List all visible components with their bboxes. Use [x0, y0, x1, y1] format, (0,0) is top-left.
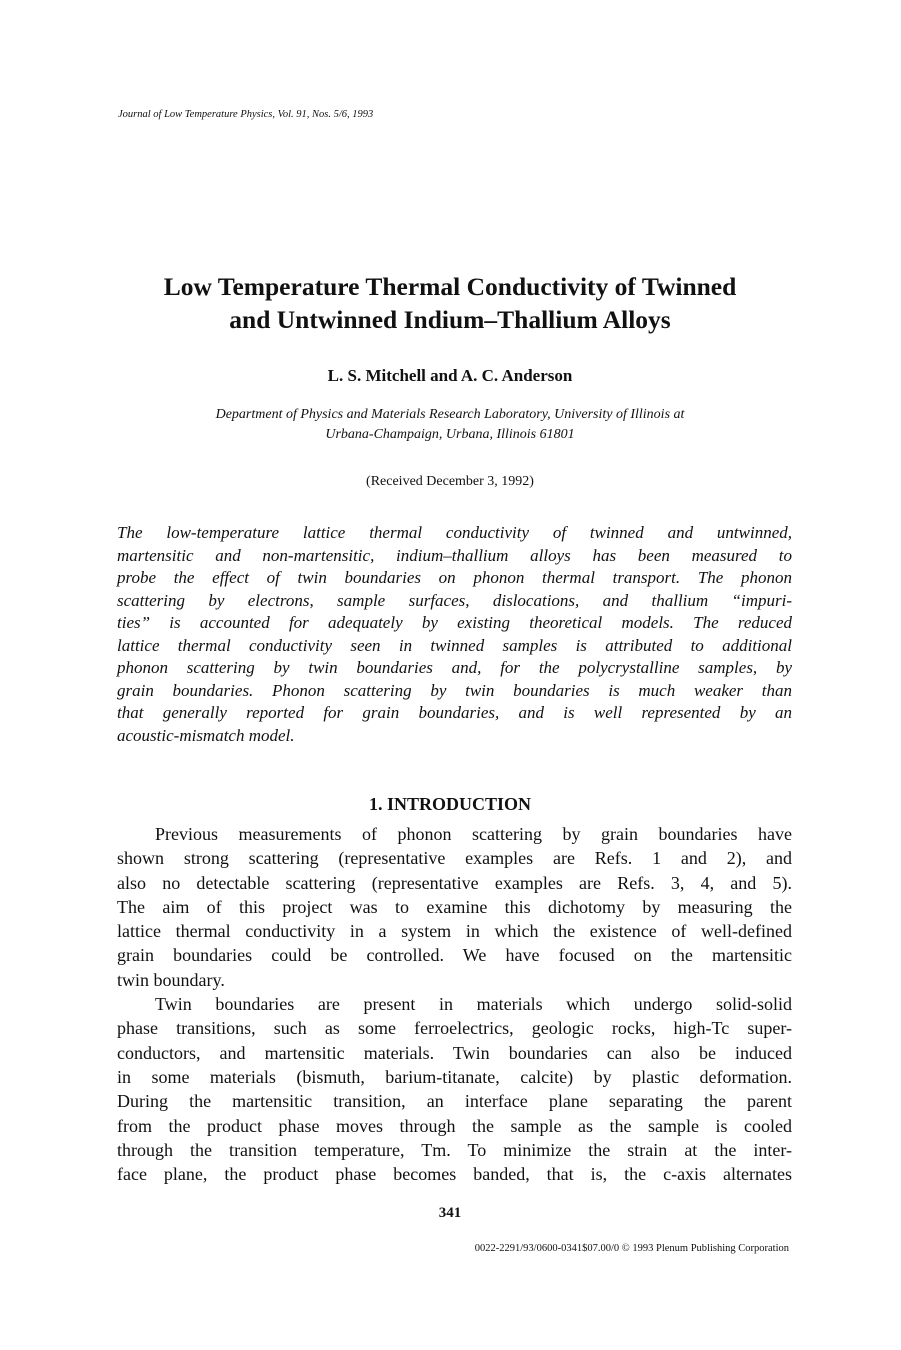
journal-header: Journal of Low Temperature Physics, Vol. 91, Nos. 5/6, 1993	[118, 109, 374, 120]
abstract-line: The low-temperature lattice thermal conductivity of twinned and untwinned,	[117, 523, 792, 542]
copyright-footer: 0022-2291/93/0600-0341$07.00/0 © 1993 Plenum Publishing Corporation	[474, 1243, 789, 1254]
abstract-line: scattering by electrons, sample surfaces, dislocations, and thallium “impuri-	[117, 590, 792, 610]
title-line: and Untwinned Indium–Thallium Alloys	[229, 305, 671, 334]
text-line: through the transition temperature, Tm. To minimize the strain at the inter-	[117, 1139, 792, 1160]
abstract-line: phonon scattering by twin boundaries and, for the polycrystalline samples, by	[117, 658, 792, 677]
abstract-line: acoustic-mismatch model.	[117, 725, 295, 745]
text-line: Twin boundaries are present in materials which undergo solid-solid	[155, 994, 792, 1015]
text-line: conductors, and martensitic materials. Twin boundaries can also be induced	[117, 1042, 792, 1063]
text-line: phase transitions, such as some ferroelectrics, geologic rocks, high-Tc super-	[117, 1018, 792, 1039]
abstract-line: that generally reported for grain boundaries, and is well represented by an	[117, 703, 792, 722]
paragraph-1	[117, 822, 792, 992]
text-line: also no detectable scattering (representative examples are Refs. 3, 4, and 5).	[117, 872, 792, 893]
text-line: The aim of this project was to examine this dichotomy by measuring the	[117, 896, 792, 917]
text-line: twin boundary.	[117, 969, 225, 990]
abstract-line: probe the effect of twin boundaries on phonon thermal transport. The phonon	[117, 568, 792, 587]
authors: L. S. Mitchell and A. C. Anderson	[327, 366, 573, 385]
text-line: from the product phase moves through the sample as the sample is cooled	[117, 1115, 792, 1136]
text-line: Previous measurements of phonon scattering by grain boundaries have	[155, 824, 792, 844]
title-line: Low Temperature Thermal Conductivity of Twinned	[163, 272, 737, 301]
text-line: lattice thermal conductivity in a system in which the existence of well-defined	[117, 921, 792, 942]
abstract-line: ties” is accounted for adequately by existing theoretical models. The reduced	[117, 613, 792, 632]
abstract-line: lattice thermal conductivity seen in twinned samples is attributed to additional	[117, 635, 792, 655]
text-line: During the martensitic transition, an interface plane separating the parent	[117, 1091, 792, 1112]
section-heading: 1. INTRODUCTION	[368, 794, 532, 814]
abstract	[117, 522, 792, 747]
text-line: grain boundaries could be controlled. We have focused on the martensitic	[117, 945, 792, 966]
received-date: (Received December 3, 1992)	[366, 474, 534, 489]
abstract-line: grain boundaries. Phonon scattering by twin boundaries is much weaker than	[117, 680, 792, 700]
paragraph-2	[117, 992, 792, 1186]
text-line: in some materials (bismuth, barium-titanate, calcite) by plastic deformation.	[117, 1066, 792, 1087]
text-line: face plane, the product phase becomes banded, that is, the c-axis alternates	[117, 1164, 792, 1185]
page-number: 341	[438, 1205, 462, 1221]
body-text	[117, 822, 792, 1186]
abstract-line: martensitic and non-martensitic, indium–thallium alloys has been measured to	[117, 545, 792, 565]
affiliation	[100, 405, 800, 445]
paper-title	[90, 270, 810, 336]
text-line: shown strong scattering (representative examples are Refs. 1 and 2), and	[117, 848, 792, 869]
affiliation-line: Urbana-Champaign, Urbana, Illinois 61801	[325, 427, 575, 442]
affiliation-line: Department of Physics and Materials Research Laboratory, University of Illinois at	[215, 407, 685, 422]
